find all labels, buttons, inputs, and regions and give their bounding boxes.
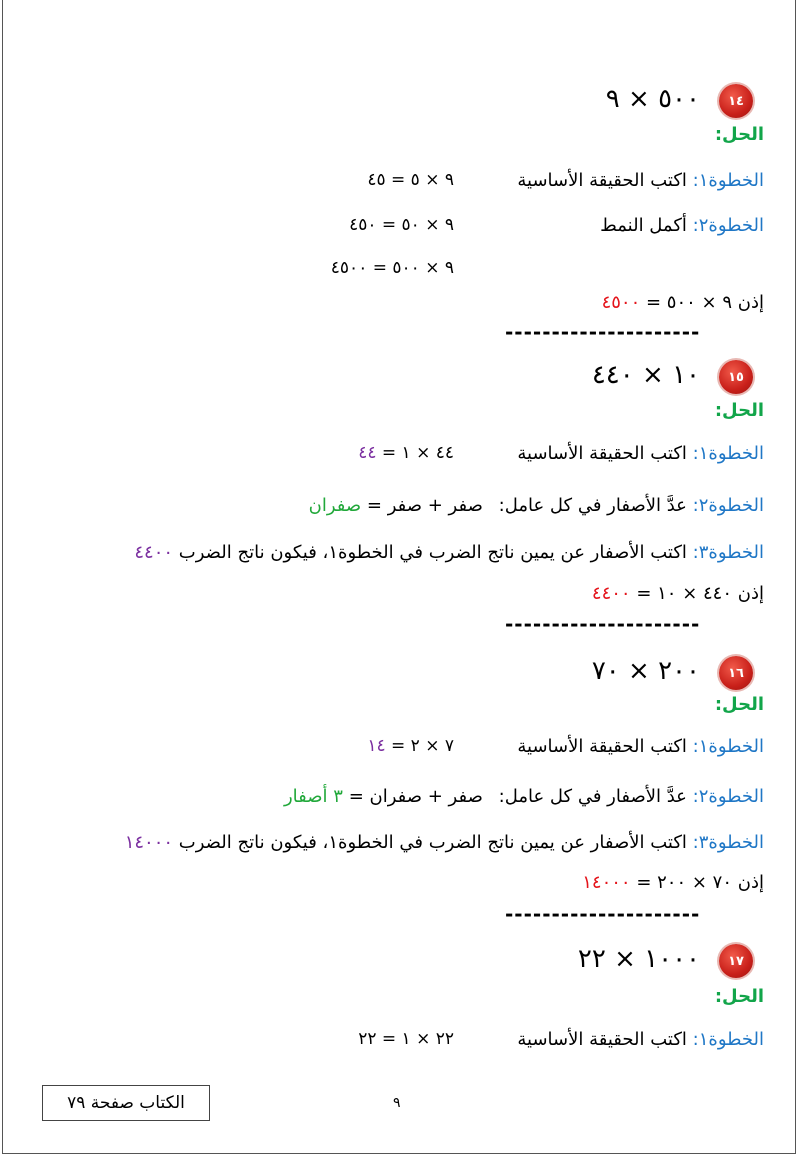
final-expression: ٩ × ٥٠٠ =	[645, 292, 733, 313]
step-text: أكمل النمط	[600, 215, 687, 236]
problem-number: ١٦	[728, 665, 744, 681]
problem-expression: ٥٠٠ × ٩	[605, 84, 700, 114]
problem-number-badge	[719, 360, 753, 394]
separator: ---------------------	[505, 612, 701, 636]
step-text: اكتب الحقيقة الأساسية	[517, 443, 687, 464]
problem-number-badge	[719, 656, 753, 690]
step-1	[517, 736, 764, 757]
pattern-equation: ٩ × ٥٠٠ = ٤٥٠٠	[330, 258, 454, 278]
problem-number-badge	[719, 944, 753, 978]
then-word: إذن	[737, 583, 764, 604]
step-text: عدَّ الأصفار في كل عامل:	[498, 495, 687, 516]
basic-fact-equation	[367, 736, 454, 756]
step-label: الخطوة٢:	[692, 786, 764, 807]
final-answer	[592, 583, 764, 604]
problem-number: ١٥	[728, 369, 744, 385]
step-label: الخطوة٣:	[692, 542, 764, 563]
problem-number-badge	[719, 84, 753, 118]
problem-number: ١٧	[728, 953, 744, 969]
final-answer	[582, 872, 764, 893]
step-label: الخطوة١:	[692, 170, 764, 191]
step-label: الخطوة٢:	[692, 495, 764, 516]
final-result: ١٤٠٠٠	[582, 872, 631, 893]
final-expression: ٧٠ × ٢٠٠ =	[636, 872, 733, 893]
final-result: ٤٥٠٠	[601, 292, 641, 313]
solution-label: الحل:	[714, 986, 764, 1007]
solution-label: الحل:	[714, 694, 764, 715]
equation-result: ١٤	[367, 736, 386, 756]
zeros-result: ٣ أصفار	[283, 786, 343, 807]
book-page-reference: الكتاب صفحة ٧٩	[42, 1085, 210, 1121]
step-text: اكتب الأصفار عن يمين ناتج الضرب في الخطوة١، فيكون ناتج الضرب	[178, 832, 687, 853]
step-text: اكتب الحقيقة الأساسية	[517, 170, 687, 191]
step-3	[125, 832, 764, 853]
problem-expression: ١٠٠٠ × ٢٢	[577, 944, 700, 974]
separator: ---------------------	[505, 320, 701, 344]
step-label: الخطوة١:	[692, 443, 764, 464]
final-expression: ٤٤٠ × ١٠ =	[636, 583, 733, 604]
step-label: الخطوة٣:	[692, 832, 764, 853]
then-word: إذن	[737, 872, 764, 893]
equation-left: ٤٤ × ١ =	[381, 443, 454, 463]
step-label: الخطوة١:	[692, 736, 764, 757]
then-word: إذن	[737, 292, 764, 313]
basic-fact-equation: ٢٢ × ١ = ٢٢	[358, 1029, 454, 1049]
step3-result: ٤٤٠٠	[134, 542, 174, 563]
step-text: عدَّ الأصفار في كل عامل:	[498, 786, 687, 807]
zeros-result: صفران	[308, 495, 362, 516]
problem-expression: ١٠ × ٤٤٠	[591, 360, 700, 390]
step-1	[517, 443, 764, 464]
step-text: اكتب الحقيقة الأساسية	[517, 736, 687, 757]
step-text: اكتب الأصفار عن يمين ناتج الضرب في الخطوة١، فيكون ناتج الضرب	[178, 542, 687, 563]
separator: ---------------------	[505, 902, 701, 926]
step-1	[517, 170, 764, 191]
step-label: الخطوة٢:	[692, 215, 764, 236]
step-text: اكتب الحقيقة الأساسية	[517, 1029, 687, 1050]
pattern-equation: ٩ × ٥٠ = ٤٥٠	[349, 215, 454, 235]
final-result: ٤٤٠٠	[591, 583, 631, 604]
equation-left: ٧ × ٢ =	[391, 736, 454, 756]
step-2	[309, 495, 764, 516]
final-answer	[602, 292, 764, 313]
step-3	[134, 542, 764, 563]
step-label: الخطوة١:	[692, 1029, 764, 1050]
problem-expression: ٢٠٠ × ٧٠	[591, 656, 700, 686]
step-2	[284, 786, 764, 807]
step-1	[517, 1029, 764, 1050]
solution-label: الحل:	[714, 124, 764, 145]
problem-number: ١٤	[728, 93, 744, 109]
basic-fact-equation	[358, 443, 454, 463]
step-2	[600, 215, 764, 236]
basic-fact-equation: ٩ × ٥ = ٤٥	[367, 170, 454, 190]
step3-result: ١٤٠٠٠	[124, 832, 174, 853]
zeros-expression: صفر + صفر =	[366, 495, 483, 516]
solution-label: الحل:	[714, 400, 764, 421]
zeros-expression: صفر + صفران =	[348, 786, 483, 807]
page-number: ٩	[393, 1095, 401, 1111]
equation-result: ٤٤	[358, 443, 377, 463]
